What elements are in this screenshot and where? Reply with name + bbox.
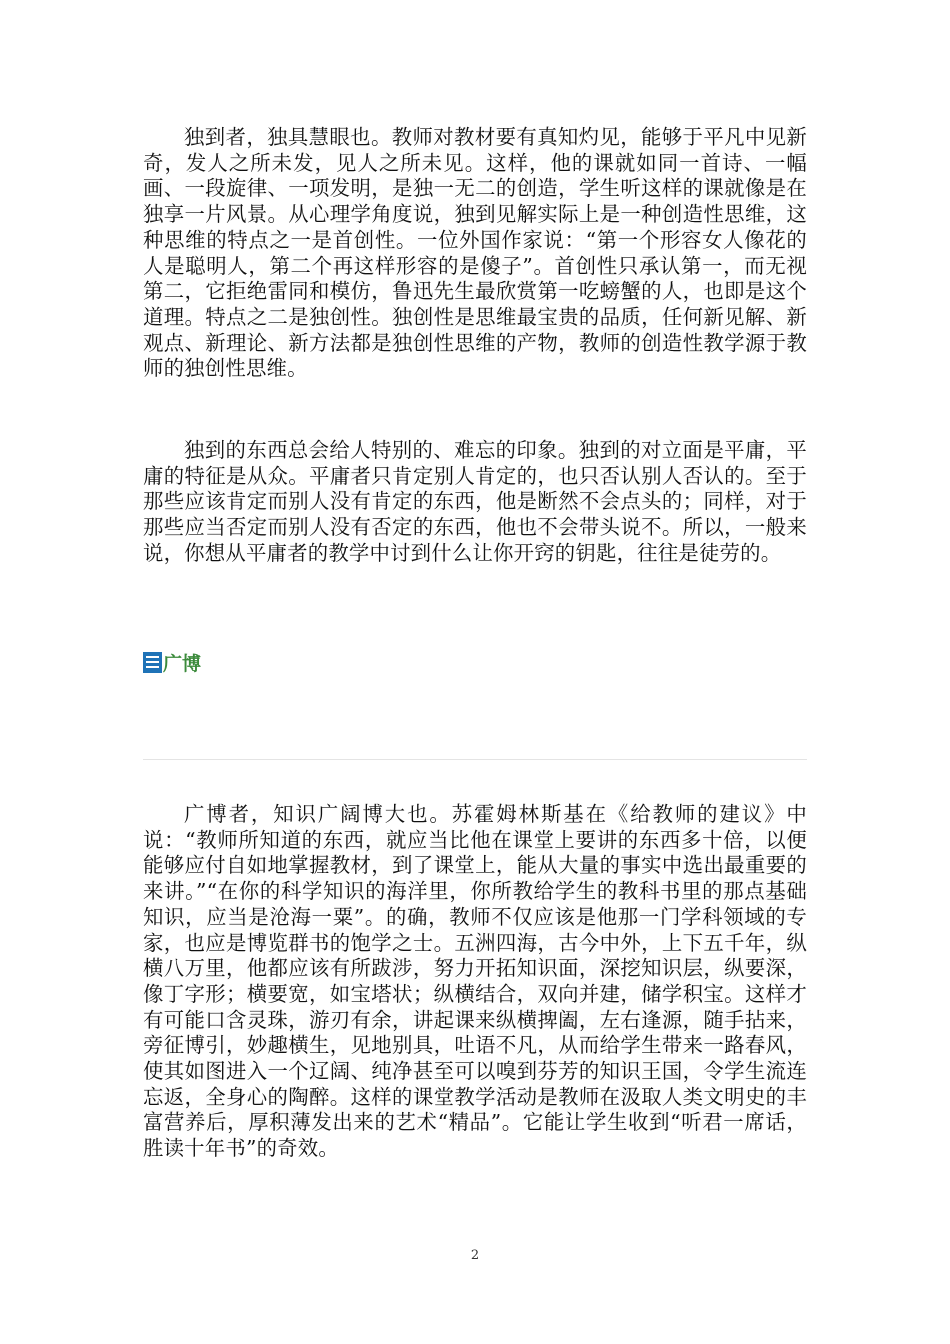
page-number: 2 xyxy=(470,1248,480,1263)
body-paragraph: 广博者，知识广阔博大也。苏霍姆林斯基在《给教师的建议》中说：“教师所知道的东西，就应当比他在课堂上要讲的东西多十倍，以便能够应付自如地掌握教材，到了课堂上，能从大量的事实中选出最重要的来讲。”“在你的科学知识的海洋里，你所教给学生的教科书里的那点基础知识，应当是沧海一粟”。的确，教师不仅应该是他那一门学科领域的专家，也应是博览群书的饱学之士。五洲四海，古今中外，上下五千年，纵横八万里，他都应该有所跋涉，努力开拓知识面，深挖知识层，纵要深，像丁字形；横要宽，如宝塔状；纵横结合，双向并建，储学积宝。这样才有可能口含灵珠，游刃有余，讲起课来纵横捭阖，左右逢源，随手拈来，旁征博引，妙趣横生，见地别具，吐语不凡，从而给学生带来一路春风，使其如图进入一个辽阔、纯净甚至可以嗅到芬芳的知识王国，令学生流连忘返，全身心的陶醉。这样的课堂教学活动是教师在汲取人类文明史的丰富营养后，厚积薄发出来的艺术“精品”。它能让学生收到“听君一席话，胜读十年书”的奇效。 xyxy=(143,802,807,1161)
body-paragraph: 独到的东西总会给人特别的、难忘的印象。独到的对立面是平庸，平庸的特征是从众。平庸者只肯定别人肯定的，也只否认别人否认的。至于那些应该肯定而别人没有肯定的东西，他是断然不会点头的；同样，对于那些应当否定而别人没有否定的东西，他也不会带头说不。所以，一般来说，你想从平庸者的教学中讨到什么让你开窍的钥匙，往往是徒劳的。 xyxy=(143,438,807,565)
section-heading xyxy=(143,650,201,674)
body-paragraph: 独到者，独具慧眼也。教师对教材要有真知灼见，能够于平凡中见新奇，发人之所未发，见人之所未见。这样，他的课就如同一首诗、一幅画、一段旋律、一项发明，是独一无二的创造，学生听这样的课就像是在独享一片风景。从心理学角度说，独到见解实际上是一种创造性思维，这种思维的特点之一是首创性。一位外国作家说：“第一个形容女人像花的人是聪明人，第二个再这样形容的是傻子”。首创性只承认第一，而无视第二，它拒绝雷同和模仿，鲁迅先生最欣赏第一吃螃蟹的人，也即是这个道理。特点之二是独创性。独创性是思维最宝贵的品质，任何新见解、新观点、新理论、新方法都是独创性思维的产物，教师的创造性教学源于教师的独创性思维。 xyxy=(143,125,807,381)
section-heading-text: 广博 xyxy=(163,652,202,675)
three-bars-icon xyxy=(143,652,162,673)
divider xyxy=(143,759,807,760)
